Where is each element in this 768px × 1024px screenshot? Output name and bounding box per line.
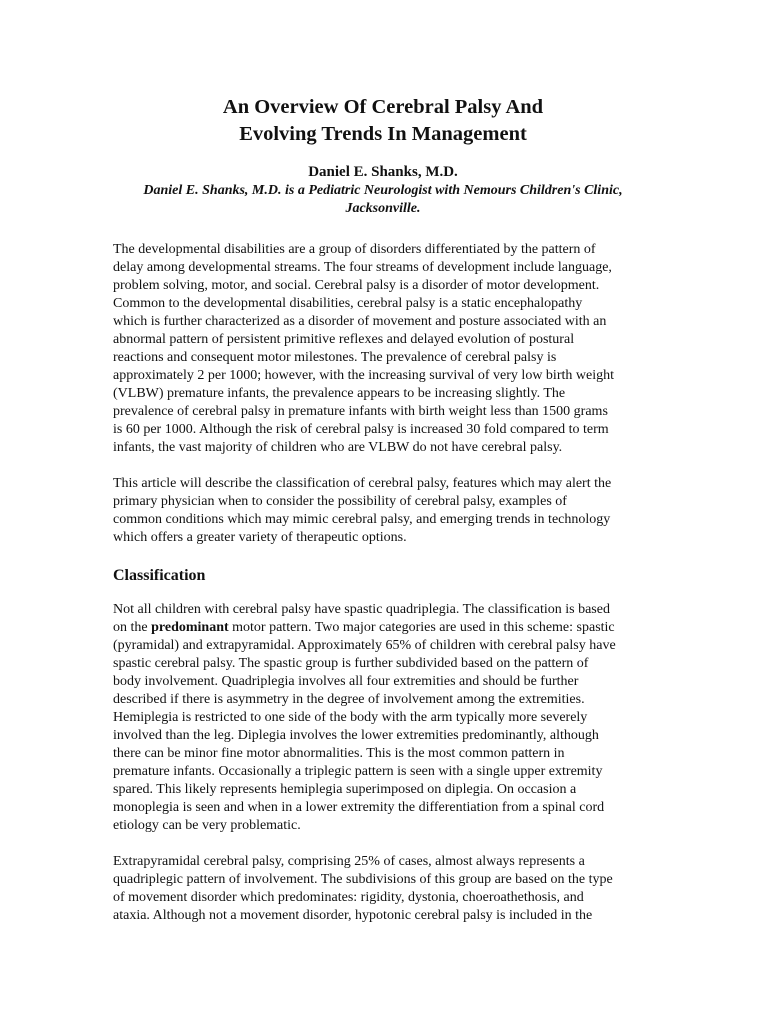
text-line: monoplegia is seen and when in a lower extremity the differentiation from a spinal cord [113,800,605,815]
affiliation-line-1: Daniel E. Shanks, M.D. is a Pediatric Neurologist with Nemours Children's Clinic, [143,183,623,198]
classification-paragraph-1 [113,601,653,835]
text-line: spared. This likely represents hemiplegia superimposed on diplegia. On occasion a [113,782,577,797]
text-line: body involvement. Quadriplegia involves all four extremities and should be further [113,674,579,689]
text-line: ataxia. Although not a movement disorder, hypotonic cerebral palsy is included in the [113,908,593,923]
text-line: reactions and consequent motor milestones. The prevalence of cerebral palsy is [113,350,557,365]
text-line: approximately 2 per 1000; however, with the increasing survival of very low birth weight [113,368,614,383]
text-line: Hemiplegia is restricted to one side of the body with the arm typically more severely [113,710,588,725]
text-line: delay among developmental streams. The four streams of development include language, [113,260,612,275]
text-line: etiology can be very problematic. [113,818,301,833]
text-line: premature infants. Occasionally a triplegic pattern is seen with a single upper extremity [113,764,603,779]
emphasis-predominant: predominant [151,620,229,635]
text-line: involved than the leg. Diplegia involves the lower extremities predominantly, although [113,728,599,743]
intro-paragraph [113,241,653,457]
text-line: Common to the developmental disabilities, cerebral palsy is a static encephalopathy [113,296,583,311]
text-line: quadriplegic pattern of involvement. The subdivisions of this group are based on the type [113,872,613,887]
text-line: (pyramidal) and extrapyramidal. Approximately 65% of children with cerebral palsy have [113,638,616,653]
text-line: problem solving, motor, and social. Cerebral palsy is a disorder of motor development. [113,278,600,293]
text-line: primary physician when to consider the possibility of cerebral palsy, examples of [113,494,567,509]
text-line: described if there is asymmetry in the degree of involvement among the extremities. [113,692,585,707]
text-line: The developmental disabilities are a group of disorders differentiated by the pattern of [113,242,596,257]
text-line: spastic cerebral palsy. The spastic group is further subdivided based on the pattern of [113,656,589,671]
text-run: on the [113,620,152,635]
classification-paragraph-2 [113,853,653,925]
title-line-1: An Overview Of Cerebral Palsy And [222,96,544,118]
title-line-2: Evolving Trends In Management [239,123,527,145]
text-line: is 60 per 1000. Although the risk of cerebral palsy is increased 30 fold compared to term [113,422,609,437]
affiliation-line-2: Jacksonville. [345,201,421,216]
text-line: which is further characterized as a disorder of movement and posture associated with an [113,314,607,329]
text-line: Extrapyramidal cerebral palsy, comprising 25% of cases, almost always represents a [113,854,585,869]
section-heading-classification: Classification [113,567,206,584]
text-line: (VLBW) premature infants, the prevalence appears to be increasing slightly. The [113,386,566,401]
text-line: This article will describe the classification of cerebral palsy, features which may alert the [113,476,612,491]
text-line [113,619,653,637]
article-title [113,94,653,148]
text-run: motor pattern. Two major categories are used in this scheme: spastic [228,620,615,635]
article-page [113,94,653,925]
author-affiliation [113,182,653,218]
text-line: abnormal pattern of persistent primitive reflexes and delayed evolution of postural [113,332,575,347]
text-line: which offers a greater variety of therapeutic options. [113,530,407,545]
author-name: Daniel E. Shanks, M.D. [308,164,458,180]
text-line: Not all children with cerebral palsy have spastic quadriplegia. The classification is based [113,602,610,617]
text-line: of movement disorder which predominates: rigidity, dystonia, choeroathethosis, and [113,890,584,905]
text-line: infants, the vast majority of children who are VLBW do not have cerebral palsy. [113,440,563,455]
text-line: there can be minor fine motor abnormalities. This is the most common pattern in [113,746,565,761]
purpose-paragraph [113,475,653,547]
text-line: common conditions which may mimic cerebral palsy, and emerging trends in technology [113,512,611,527]
text-line: prevalence of cerebral palsy in premature infants with birth weight less than 1500 grams [113,404,608,419]
